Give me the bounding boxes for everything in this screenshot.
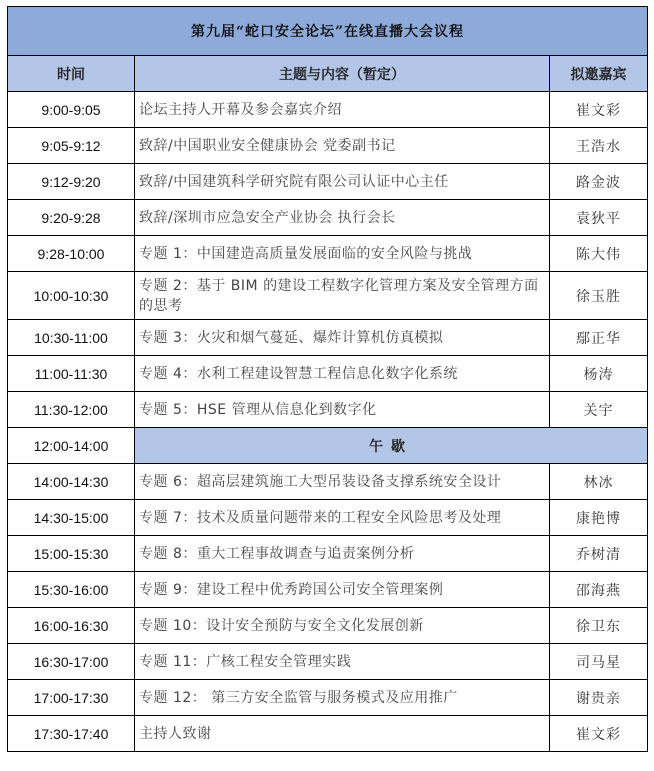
row-speaker: 司马星 xyxy=(550,644,648,680)
table-row xyxy=(8,500,648,536)
row-time: 9:12-9:20 xyxy=(8,164,135,200)
row-speaker: 康艳博 xyxy=(550,500,648,536)
table-row xyxy=(8,716,648,752)
row-time: 9:20-9:28 xyxy=(8,200,135,236)
row-time: 9:00-9:05 xyxy=(8,92,135,128)
row-time: 16:30-17:00 xyxy=(8,644,135,680)
header-topic: 主题与内容（暂定） xyxy=(135,56,550,92)
row-speaker: 路金波 xyxy=(550,164,648,200)
row-topic: 专题 9：建设工程中优秀跨国公司安全管理案例 xyxy=(135,572,550,608)
row-topic: 专题 11：广核工程安全管理实践 xyxy=(135,644,550,680)
row-speaker: 谢贵亲 xyxy=(550,680,648,716)
lunch-break-label: 午歇 xyxy=(135,428,648,464)
table-row xyxy=(8,536,648,572)
row-time: 15:30-16:00 xyxy=(8,572,135,608)
table-row xyxy=(8,320,648,356)
row-topic: 专题 4：水利工程建设智慧工程信息化数字化系统 xyxy=(135,356,550,392)
row-topic: 专题 3：火灾和烟气蔓延、爆炸计算机仿真模拟 xyxy=(135,320,550,356)
table-row xyxy=(8,164,648,200)
row-speaker: 林冰 xyxy=(550,464,648,500)
row-speaker: 乔树清 xyxy=(550,536,648,572)
row-topic: 致辞/深圳市应急安全产业协会 执行会长 xyxy=(135,200,550,236)
row-topic: 专题 10：设计安全预防与安全文化发展创新 xyxy=(135,608,550,644)
table-row-lunch xyxy=(8,428,648,464)
row-speaker: 徐玉胜 xyxy=(550,272,648,320)
table-row xyxy=(8,680,648,716)
row-time: 17:30-17:40 xyxy=(8,716,135,752)
row-time: 10:00-10:30 xyxy=(8,272,135,320)
row-speaker: 鄢正华 xyxy=(550,320,648,356)
row-time: 14:00-14:30 xyxy=(8,464,135,500)
table-row xyxy=(8,128,648,164)
row-time: 9:05-9:12 xyxy=(8,128,135,164)
row-time: 17:00-17:30 xyxy=(8,680,135,716)
row-time: 10:30-11:00 xyxy=(8,320,135,356)
row-speaker: 徐卫东 xyxy=(550,608,648,644)
row-time: 12:00-14:00 xyxy=(8,428,135,464)
row-time: 16:00-16:30 xyxy=(8,608,135,644)
row-topic: 专题 12： 第三方安全监管与服务模式及应用推广 xyxy=(135,680,550,716)
row-speaker: 关宇 xyxy=(550,392,648,428)
agenda-table xyxy=(7,6,648,752)
row-speaker: 杨涛 xyxy=(550,356,648,392)
row-speaker: 崔文彩 xyxy=(550,716,648,752)
header-time: 时间 xyxy=(8,56,135,92)
row-topic: 专题 2：基于 BIM 的建设工程数字化管理方案及安全管理方面的思考 xyxy=(135,272,550,320)
row-time: 11:30-12:00 xyxy=(8,392,135,428)
row-topic: 论坛主持人开幕及参会嘉宾介绍 xyxy=(135,92,550,128)
table-row xyxy=(8,92,648,128)
table-row xyxy=(8,644,648,680)
table-row xyxy=(8,200,648,236)
row-time: 14:30-15:00 xyxy=(8,500,135,536)
row-time: 9:28-10:00 xyxy=(8,236,135,272)
header-speaker: 拟邀嘉宾 xyxy=(550,56,648,92)
table-row xyxy=(8,464,648,500)
row-topic: 致辞/中国职业安全健康协会 党委副书记 xyxy=(135,128,550,164)
row-topic: 专题 8：重大工程事故调查与追责案例分析 xyxy=(135,536,550,572)
row-time: 11:00-11:30 xyxy=(8,356,135,392)
table-row xyxy=(8,608,648,644)
row-topic: 致辞/中国建筑科学研究院有限公司认证中心主任 xyxy=(135,164,550,200)
row-time: 15:00-15:30 xyxy=(8,536,135,572)
row-speaker: 崔文彩 xyxy=(550,92,648,128)
row-speaker: 陈大伟 xyxy=(550,236,648,272)
agenda-title: 第九届“蛇口安全论坛”在线直播大会议程 xyxy=(8,7,648,56)
row-speaker: 王浩水 xyxy=(550,128,648,164)
row-topic: 专题 1：中国建造高质量发展面临的安全风险与挑战 xyxy=(135,236,550,272)
table-row xyxy=(8,236,648,272)
row-topic: 主持人致谢 xyxy=(135,716,550,752)
row-speaker: 邵海燕 xyxy=(550,572,648,608)
row-speaker: 袁狄平 xyxy=(550,200,648,236)
table-row xyxy=(8,572,648,608)
row-topic: 专题 5：HSE 管理从信息化到数字化 xyxy=(135,392,550,428)
table-row xyxy=(8,272,648,320)
table-row xyxy=(8,392,648,428)
row-topic: 专题 7：技术及质量问题带来的工程安全风险思考及处理 xyxy=(135,500,550,536)
table-row xyxy=(8,356,648,392)
row-topic: 专题 6：超高层建筑施工大型吊装设备支撑系统安全设计 xyxy=(135,464,550,500)
